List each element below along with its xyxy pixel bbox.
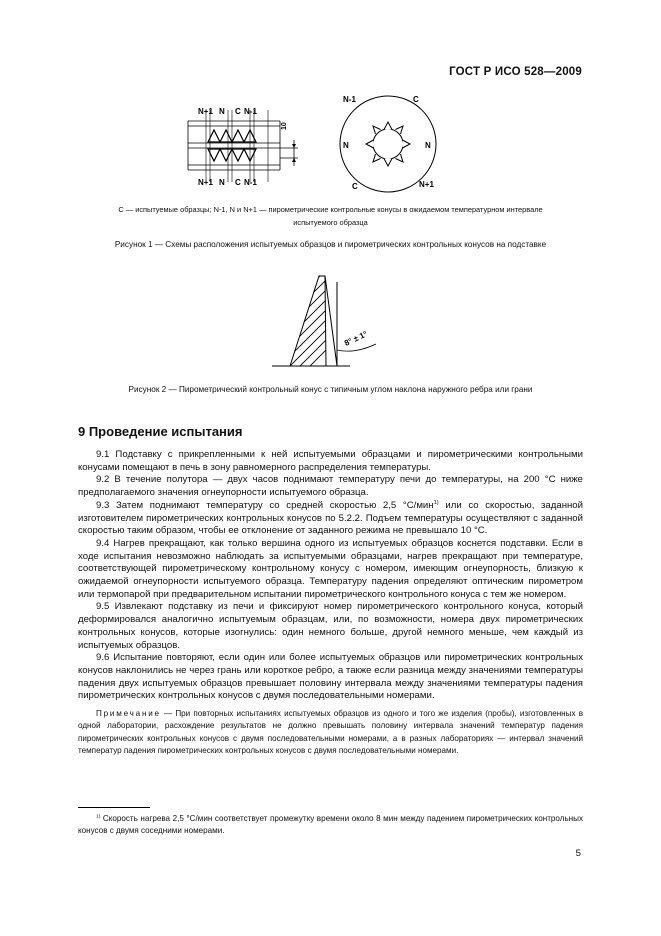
document-header: ГОСТ Р ИСО 528—2009 bbox=[449, 66, 582, 78]
paragraph-9-4: 9.4 Нагрев прекращают, как только вершина одного из испытуемых образцов коснется подставки. Если в ходе испытания невозможно наблюдать за испытуемыми образцами, нагрев прекращают при температуре, соответствующей пирометрическому контрольному конусу с номером, имеющим огнеупорность, близкую к ожидаемой огнеупорности испытуемого образца. Температуру падения определяют оптическим пирометром или термопарой при предварительном испытании пирометрического контрольного конуса с тем же номером. bbox=[78, 537, 583, 600]
dimension-label: 10 bbox=[281, 122, 288, 130]
figure1-legend bbox=[48, 203, 613, 229]
page-number: 5 bbox=[575, 848, 581, 859]
paragraph-9-3-start: 9.3 Затем поднимают температуру со средней скоростью 2,5 °С/мин bbox=[96, 499, 434, 511]
footnote-mark: 1) bbox=[96, 814, 101, 820]
figure1-legend-line2: испытуемого образца bbox=[293, 218, 368, 227]
section-body bbox=[78, 449, 583, 757]
paragraph-9-3-end: или со скоростью, заданной изготовителем пирометрических контрольных конусов по 5.2.2. Подъем температуры осуществляют с заданной скоростью таким образом, чтобы ее отклонение от заданного режима не превышало 10 °С. bbox=[78, 499, 583, 537]
figure1-circular-arrangement bbox=[330, 88, 450, 198]
figure1-title: Рисунок 1 — Схемы расположения испытуемых образцов и пирометрических контрольных конусов на подставке bbox=[114, 240, 547, 249]
figure2-cone-drawing bbox=[270, 272, 390, 372]
circle-label-n-left: N bbox=[343, 141, 349, 150]
label-top-n-plus-1: N+1 bbox=[198, 107, 213, 116]
footnote-reference: 1) bbox=[433, 499, 439, 506]
paragraph-9-6: 9.6 Испытание повторяют, если один или более испытуемых образцов или пирометрических контрольных конусов наклонились не через грань или короткое ребро, а также если разница между значениями температуры падения двух испытуемых образцов превышает половину интервала между значениями температуры падения пирометрических контрольных конусов с двумя последовательными номерами. bbox=[78, 652, 583, 702]
footnote-separator bbox=[78, 807, 150, 808]
figure1-legend-line1: C — испытуемые образцы; N-1, N и N+1 — пирометрические контрольные конусы в ожидаемом температурном интервале bbox=[118, 205, 543, 214]
paragraph-9-5: 9.5 Извлекают подставку из печи и фиксируют номер пирометрического контрольного конуса, который деформировался аналогично испытуемым образцам, или, по возможности, номера двух пирометрических контрольных конусов, которые изогнулись: один немного больше, другой немного меньше, чем каждый из испытуемых образцов. bbox=[78, 601, 583, 651]
paragraph-9-2: 9.2 В течение полутора — двух часов поднимают температуру печи до температуры, на 200 °С ниже предполагаемого значения огнеупорности испытуемого образца. bbox=[78, 474, 583, 499]
paragraph-9-1: 9.1 Подставку с прикрепленными к ней испытуемыми образцами и пирометрическими контрольными конусами помещают в печь в зону равномерного распределения температуры. bbox=[78, 449, 583, 473]
footnote bbox=[78, 813, 583, 838]
label-bottom-n-plus-1: N+1 bbox=[198, 178, 213, 187]
paragraph-9-3 bbox=[78, 500, 583, 538]
label-top-n-minus-1: N-1 bbox=[244, 107, 257, 116]
label-top-c: C bbox=[235, 107, 241, 116]
label-bottom-n: N bbox=[219, 178, 225, 187]
footnote-text: Скорость нагрева 2,5 °С/мин соответствует промежутку времени около 8 мин между падением пирометрических контрольных конусов с двумя соседними номерами. bbox=[78, 814, 583, 836]
note-label: Примечание bbox=[96, 709, 161, 719]
figure2-title: Рисунок 2 — Пирометрический контрольный конус с типичным углом наклона наружного ребра или грани bbox=[128, 385, 533, 394]
label-bottom-n-minus-1: N-1 bbox=[244, 178, 257, 187]
circle-label-n-plus-1: N+1 bbox=[419, 180, 434, 189]
label-top-n: N bbox=[219, 107, 225, 116]
section-title: 9 Проведение испытания bbox=[78, 424, 243, 439]
circle-label-n-right: N bbox=[425, 141, 431, 150]
label-bottom-c: C bbox=[235, 178, 241, 187]
circle-label-c-bottom: C bbox=[352, 182, 358, 191]
circle-label-n-minus-1: N-1 bbox=[343, 95, 356, 104]
circle-label-c-top: C bbox=[413, 95, 419, 104]
figure1-linear-arrangement bbox=[180, 100, 302, 190]
angle-label: 8° ± 1° bbox=[343, 329, 369, 348]
note bbox=[78, 708, 583, 757]
note-text: — При повторных испытаниях испытуемых образцов из одного и того же изделия (пробы), изготовленных в одной лаборатории, расхождение результатов не должно превышать половину интервала значений температур падения пирометрических контрольных конусов с двумя последовательными номерами, а в разных лабораториях — интервал значений температур падения пирометрических контрольных конусов с двумя последовательными номерами. bbox=[78, 709, 583, 755]
